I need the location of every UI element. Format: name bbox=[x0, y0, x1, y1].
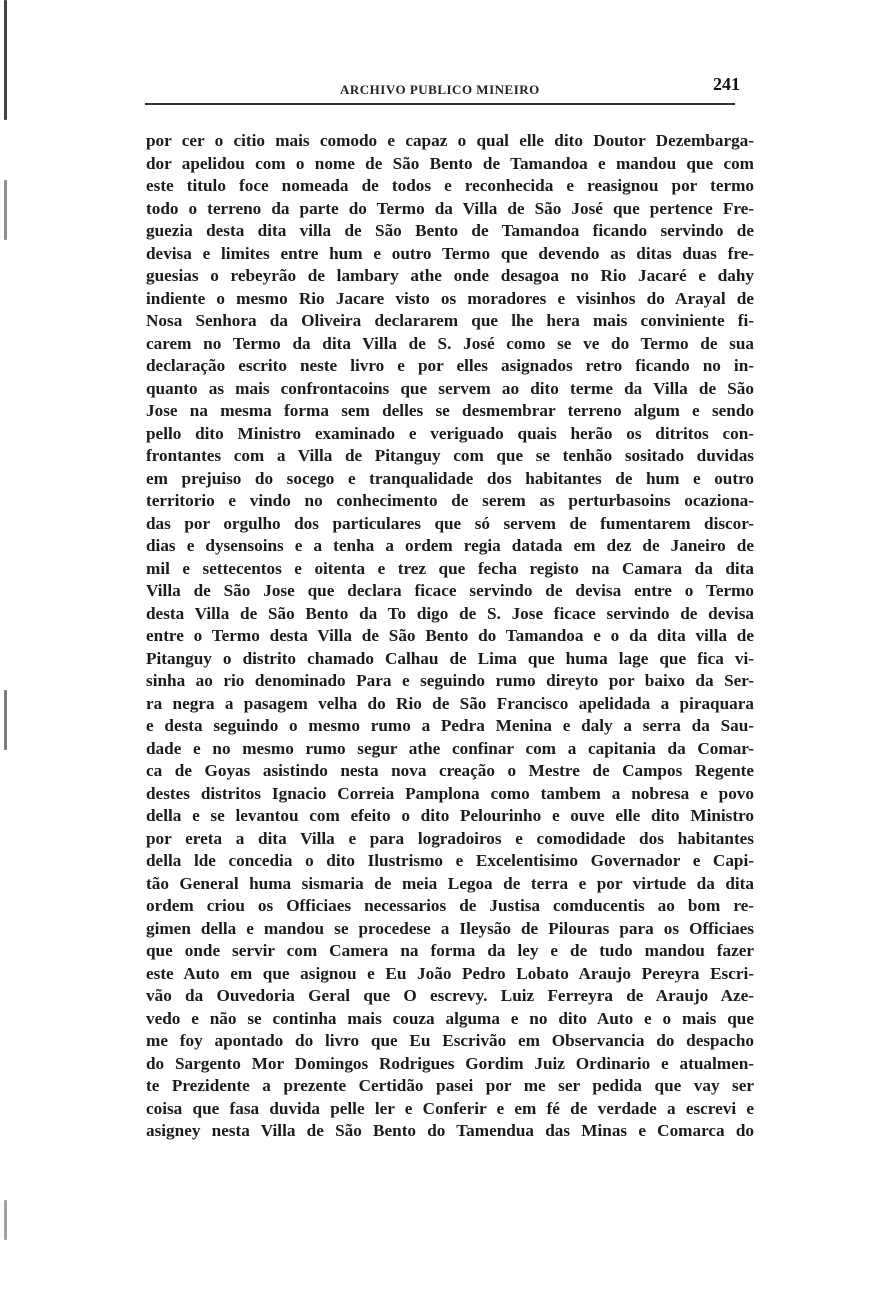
text-line: dade e no mesmo rumo segur athe confinar com a capitania da Comar- bbox=[146, 738, 754, 758]
text-line: sinha ao rio denominado Para e seguindo rumo direyto por baixo da Ser- bbox=[146, 671, 754, 690]
text-line: Villa de São Jose que declara ficace servindo de devisa entre o Termo bbox=[146, 581, 754, 600]
scan-edge-mark bbox=[4, 690, 7, 750]
text-line: dor apelidou com o nome de São Bento de Tamandoa e mandou que com bbox=[146, 153, 754, 173]
text-line: vedo e não se continha mais couza alguma e no dito Auto e o mais que bbox=[146, 1008, 754, 1028]
text-line: entre o Termo desta Villa de São Bento do Tamandoa e o da dita villa de bbox=[146, 626, 754, 645]
text-line: este Auto em que asignou e Eu João Pedro Lobato Araujo Pereyra Escri- bbox=[146, 963, 754, 983]
text-line: coisa que fasa duvida pelle ler e Conferir e em fé de verdade a escrevi e bbox=[146, 1098, 754, 1118]
text-line: por cer o citio mais comodo e capaz o qual elle dito Doutor Dezembarga- bbox=[146, 131, 754, 150]
text-line: do Sargento Mor Domingos Rodrigues Gordim Juiz Ordinario e atualmen- bbox=[146, 1053, 754, 1073]
text-line: indiente o mesmo Rio Jacare visto os moradores e visinhos do Arayal de bbox=[146, 288, 754, 308]
page-number: 241 bbox=[713, 74, 740, 94]
text-line: Pitanguy o distrito chamado Calhau de Lima que huma lage que fica vi- bbox=[146, 648, 754, 668]
text-line: destes distritos Ignacio Correia Pamplona como tambem a nobresa e povo bbox=[146, 783, 754, 803]
text-line: este titulo foce nomeada de todos e reconhecida e reasignou por termo bbox=[146, 176, 754, 195]
page-header bbox=[145, 76, 740, 100]
text-line: me foy apontado do livro que Eu Escrivão em Observancia do despacho bbox=[146, 1031, 754, 1050]
text-line: Nosa Senhora da Oliveira declararem que lhe hera mais conviniente fi- bbox=[146, 311, 754, 330]
text-line: della e se levantou com efeito o dito Pelourinho e ouve elle dito Ministro bbox=[146, 806, 754, 825]
scan-edge-mark bbox=[4, 1200, 7, 1240]
text-line: das por orgulho dos particulares que só servem de fumentarem discor- bbox=[146, 513, 754, 533]
text-line: ra negra a pasagem velha do Rio de São Francisco apelidada a piraquara bbox=[146, 693, 754, 713]
text-line: Jose na mesma forma sem delles se desmembrar terreno algum e sendo bbox=[146, 401, 754, 420]
text-line: e desta seguindo o mesmo rumo a Pedra Menina e daly a serra da Sau- bbox=[146, 716, 754, 735]
text-line: vão da Ouvedoria Geral que O escrevy. Luiz Ferreyra de Araujo Aze- bbox=[146, 986, 754, 1005]
text-line: territorio e vindo no conhecimento de serem as perturbasoins ocaziona- bbox=[146, 491, 754, 510]
text-line: devisa e limites entre hum e outro Termo que devendo as ditas duas fre- bbox=[146, 243, 754, 263]
running-title: ARCHIVO PUBLICO MINEIRO bbox=[340, 82, 540, 97]
text-line: declaração escrito neste livro e por elles asignados retro ficando no in- bbox=[146, 356, 754, 375]
text-line: frontantes com a Villa de Pitanguy com que se tenhão sositado duvidas bbox=[146, 446, 754, 465]
text-line: pello dito Ministro examinado e veriguado quais herão os ditritos con- bbox=[146, 423, 754, 443]
text-line: em prejuiso do socego e tranqualidade dos habitantes de hum e outro bbox=[146, 468, 754, 488]
text-line: tão General huma sismaria de meia Legoa de terra e por virtude da dita bbox=[146, 873, 754, 893]
text-line: guezia desta dita villa de São Bento de Tamandoa ficando servindo de bbox=[146, 221, 754, 240]
scan-edge-mark bbox=[4, 180, 7, 240]
text-line: que onde servir com Camera na forma da ley e de tudo mandou fazer bbox=[146, 941, 754, 960]
text-line: ca de Goyas asistindo nesta nova creação o Mestre de Campos Regente bbox=[146, 761, 754, 780]
text-line: gimen della e mandou se procedese a Ileysão de Pilouras para os Officiaes bbox=[146, 918, 754, 938]
text-line: desta Villa de São Bento da To digo de S. Jose ficace servindo de devisa bbox=[146, 603, 754, 623]
text-line: dias e dysensoins e a tenha a ordem regia datada em dez de Janeiro de bbox=[146, 536, 754, 555]
text-line: ordem criou os Officiaes necessarios de Justisa comducentis ao bom re- bbox=[146, 896, 754, 915]
body-text bbox=[146, 130, 754, 1143]
text-line: della lde concedia o dito Ilustrismo e Excelentisimo Governador e Capi- bbox=[146, 851, 754, 870]
text-line: asigney nesta Villa de São Bento do Tamendua das Minas e Comarca do bbox=[146, 1121, 754, 1140]
text-line: carem no Termo da dita Villa de S. José como se ve do Termo de sua bbox=[146, 333, 754, 353]
text-line: guesias o rebeyrão de lambary athe onde desagoa no Rio Jacaré e dahy bbox=[146, 266, 754, 285]
text-line: quanto as mais confrontacoins que servem ao dito terme da Villa de São bbox=[146, 378, 754, 398]
text-line: mil e settecentos e oitenta e trez que fecha registo na Camara da dita bbox=[146, 558, 754, 578]
text-line: todo o terreno da parte do Termo da Villa de São José que pertence Fre- bbox=[146, 198, 754, 218]
text-line: te Prezidente a prezente Certidão pasei por me ser pedida que vay ser bbox=[146, 1076, 754, 1095]
text-line: por ereta a dita Villa e para logradoiros e comodidade dos habitantes bbox=[146, 828, 754, 848]
scan-edge-mark bbox=[4, 0, 7, 120]
header-rule bbox=[145, 103, 735, 105]
